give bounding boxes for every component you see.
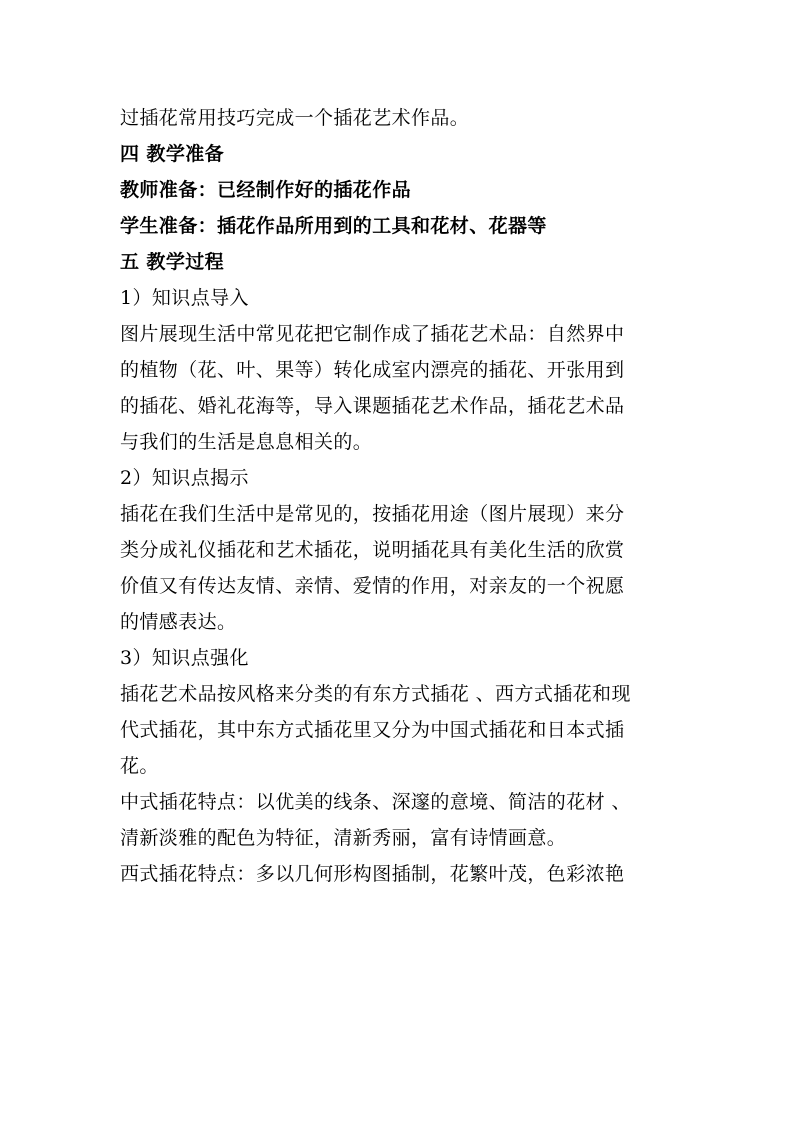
text-line-10: 与我们的生活是息息相关的。: [120, 431, 373, 453]
text-line-17: 插花艺术品按风格来分类的有东方式插花 、西方式插花和现: [120, 683, 631, 705]
subheading-knowledge-reinforce: 3）知识点强化: [120, 647, 249, 669]
text-line-9: 的插花、婚礼花海等，导入课题插花艺术作品，插花艺术品: [120, 395, 625, 417]
text-line-8: 的植物（花、叶、果等）转化成室内漂亮的插花、开张用到: [120, 359, 625, 381]
text-line-18: 代式插花，其中东方式插花里又分为中国式插花和日本式插: [120, 719, 625, 741]
text-line-12: 插花在我们生活中是常见的，按插花用途（图片展现）来分: [120, 503, 625, 525]
text-line-1: 过插花常用技巧完成一个插花艺术作品。: [120, 107, 470, 129]
student-preparation: 学生准备：插花作品所用到的工具和花材、花器等: [120, 215, 547, 237]
document-body: [120, 100, 680, 892]
section-heading-teaching-preparation: 四 教学准备: [120, 143, 225, 165]
text-line-14: 价值又有传达友情、亲情、爱情的作用，对亲友的一个祝愿: [120, 575, 625, 597]
text-line-15: 的情感表达。: [120, 611, 237, 633]
text-line-13: 类分成礼仪插花和艺术插花，说明插花具有美化生活的欣赏: [120, 539, 625, 561]
text-line-21: 清新淡雅的配色为特征，清新秀丽，富有诗情画意。: [120, 827, 567, 849]
subheading-knowledge-intro: 1）知识点导入: [120, 287, 249, 309]
teacher-preparation: 教师准备：已经制作好的插花作品: [120, 179, 412, 201]
text-line-22: 西式插花特点：多以几何形构图插制，花繁叶茂，色彩浓艳: [120, 863, 625, 885]
subheading-knowledge-reveal: 2）知识点揭示: [120, 467, 249, 489]
section-heading-teaching-process: 五 教学过程: [120, 251, 225, 273]
text-line-7: 图片展现生活中常见花把它制作成了插花艺术品：自然界中: [120, 323, 625, 345]
text-line-20: 中式插花特点：以优美的线条、深邃的意境、简洁的花材 、: [120, 791, 631, 813]
text-line-19: 花。: [120, 755, 159, 777]
